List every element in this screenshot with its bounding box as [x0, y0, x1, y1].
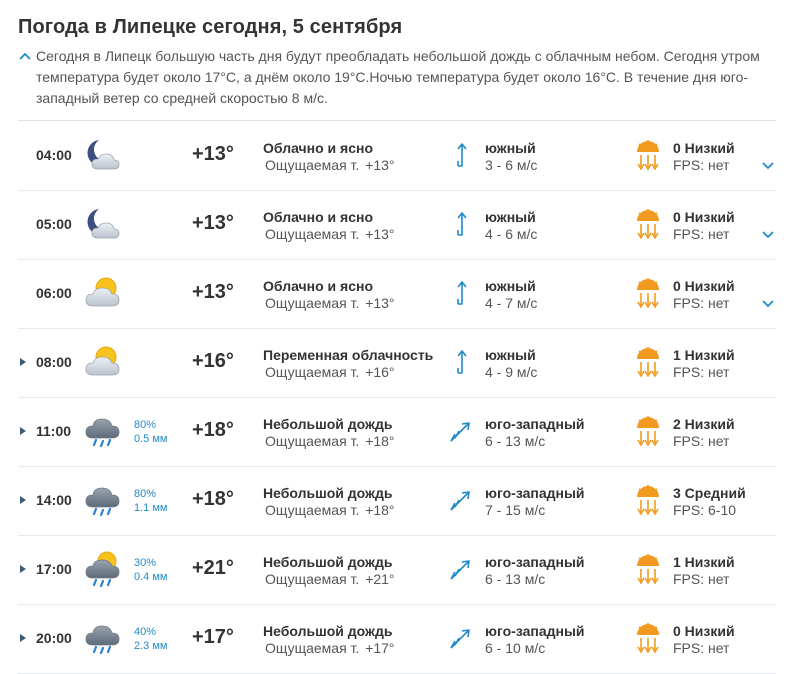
hour-time: 14:00	[36, 492, 72, 508]
wind-speed: 7 - 15 м/с	[485, 502, 546, 518]
wind-speed: 6 - 10 м/с	[485, 640, 546, 656]
uv-index: 1 Низкий	[673, 554, 735, 570]
page-title: Погода в Липецке сегодня, 5 сентября	[18, 16, 403, 38]
wind-south-icon	[448, 140, 474, 168]
hour-time: 17:00	[36, 561, 72, 577]
temperature: +18°	[192, 419, 234, 441]
wind-speed: 6 - 13 м/с	[485, 433, 546, 449]
wind-direction: юго-западный	[485, 554, 585, 570]
wind-southwest-icon	[448, 554, 474, 582]
uv-sun-icon	[634, 415, 662, 447]
expand-triangle-icon[interactable]	[18, 564, 28, 574]
feels-label: Ощущаемая т.	[265, 571, 360, 587]
wind-southwest-icon	[448, 416, 474, 444]
uv-sun-icon	[634, 553, 662, 585]
wind-south-icon	[448, 209, 474, 237]
uv-index: 1 Низкий	[673, 347, 735, 363]
feels-label: Ощущаемая т.	[265, 640, 360, 656]
uv-index: 0 Низкий	[673, 140, 735, 156]
wind-direction: южный	[485, 140, 536, 156]
feels-label: Ощущаемая т.	[265, 364, 360, 380]
hour-time: 06:00	[36, 285, 72, 301]
uv-sun-icon	[634, 139, 662, 171]
fps-value: FPS: 6-10	[673, 502, 737, 518]
expand-triangle-icon[interactable]	[18, 495, 28, 505]
feels-like	[263, 157, 395, 173]
precip-info	[134, 556, 167, 584]
feels-label: Ощущаемая т.	[265, 433, 360, 449]
feels-label: Ощущаемая т.	[265, 502, 360, 518]
feels-value: +18°	[365, 433, 395, 449]
rain-cloud-icon	[82, 480, 122, 520]
temperature: +13°	[192, 281, 234, 303]
wind-direction: юго-западный	[485, 416, 585, 432]
temperature: +21°	[192, 557, 234, 579]
hour-row[interactable]	[18, 535, 776, 605]
condition-text: Облачно и ясно	[263, 209, 374, 225]
feels-value: +18°	[365, 502, 395, 518]
wind-speed: 6 - 13 м/с	[485, 571, 546, 587]
fps-value: FPS: нет	[673, 640, 730, 656]
fps-value: FPS: нет	[673, 364, 730, 380]
expand-triangle-icon[interactable]	[18, 426, 28, 436]
uv-sun-icon	[634, 622, 662, 654]
precip-amount: 0.4 мм	[134, 571, 168, 583]
uv-index: 0 Низкий	[673, 623, 735, 639]
feels-value: +13°	[365, 226, 395, 242]
condition-text: Небольшой дождь	[263, 416, 393, 432]
precip-info	[134, 487, 167, 515]
precip-probability: 80%	[134, 419, 157, 431]
precip-probability: 80%	[134, 488, 157, 500]
hour-time: 04:00	[36, 147, 72, 163]
precip-amount: 1.1 мм	[134, 502, 168, 514]
feels-like	[263, 571, 395, 587]
feels-like	[263, 226, 395, 242]
wind-southwest-icon	[448, 485, 474, 513]
hour-time: 05:00	[36, 216, 72, 232]
rain-cloud-icon	[82, 618, 122, 658]
wind-direction: юго-западный	[485, 485, 585, 501]
hour-row[interactable]	[18, 190, 776, 260]
wind-direction: южный	[485, 209, 536, 225]
uv-index: 0 Низкий	[673, 278, 735, 294]
condition-text: Небольшой дождь	[263, 485, 393, 501]
wind-speed: 4 - 7 м/с	[485, 295, 538, 311]
hour-time: 11:00	[36, 423, 72, 439]
wind-south-icon	[448, 278, 474, 306]
fps-value: FPS: нет	[673, 226, 730, 242]
feels-label: Ощущаемая т.	[265, 157, 360, 173]
feels-like	[263, 433, 395, 449]
wind-direction: южный	[485, 347, 536, 363]
feels-like	[263, 295, 395, 311]
feels-value: +13°	[365, 157, 395, 173]
condition-text: Небольшой дождь	[263, 554, 393, 570]
expand-triangle-icon[interactable]	[18, 357, 28, 367]
precip-amount: 2.3 мм	[134, 640, 168, 652]
wind-direction: южный	[485, 278, 536, 294]
hour-row[interactable]	[18, 121, 776, 191]
wind-southwest-icon	[448, 623, 474, 651]
chevron-down-icon[interactable]	[761, 161, 775, 171]
chevron-up-icon[interactable]	[18, 50, 32, 64]
feels-like	[263, 364, 395, 380]
precip-info	[134, 625, 167, 653]
wind-speed: 4 - 9 м/с	[485, 364, 538, 380]
uv-index: 3 Средний	[673, 485, 746, 501]
rain-cloud-icon	[82, 411, 122, 451]
feels-label: Ощущаемая т.	[265, 226, 360, 242]
temperature: +17°	[192, 626, 234, 648]
moon-cloud-icon	[82, 204, 122, 244]
hour-row[interactable]	[18, 604, 776, 674]
condition-text: Облачно и ясно	[263, 140, 374, 156]
chevron-down-icon[interactable]	[761, 230, 775, 240]
fps-value: FPS: нет	[673, 157, 730, 173]
hour-row[interactable]	[18, 466, 776, 536]
hour-row[interactable]	[18, 259, 776, 329]
hour-row[interactable]	[18, 397, 776, 467]
day-summary: Сегодня в Липецк большую часть дня будут преобладать небольшой дождь с облачным небом. Сегодня утром температура будет около 17°C, а днём около 19°C.Ночью температура будет около 16°C. В течение дня юго-западный ветер со средней скоростью 8 м/с.	[36, 48, 760, 106]
hour-time: 20:00	[36, 630, 72, 646]
sun-cloud-icon	[82, 273, 122, 313]
feels-label: Ощущаемая т.	[265, 295, 360, 311]
wind-speed: 4 - 6 м/с	[485, 226, 538, 242]
temperature: +16°	[192, 350, 234, 372]
fps-value: FPS: нет	[673, 295, 730, 311]
temperature: +13°	[192, 212, 234, 234]
uv-sun-icon	[634, 277, 662, 309]
feels-value: +16°	[365, 364, 395, 380]
wind-south-icon	[448, 347, 474, 375]
precip-probability: 40%	[134, 626, 157, 638]
sun-cloud-icon	[82, 342, 122, 382]
uv-sun-icon	[634, 484, 662, 516]
feels-value: +13°	[365, 295, 395, 311]
wind-direction: юго-западный	[485, 623, 585, 639]
uv-sun-icon	[634, 208, 662, 240]
wind-speed: 3 - 6 м/с	[485, 157, 538, 173]
sun-rain-cloud-icon	[82, 549, 122, 589]
condition-text: Переменная облачность	[263, 347, 434, 363]
expand-triangle-icon[interactable]	[18, 633, 28, 643]
fps-value: FPS: нет	[673, 571, 730, 587]
condition-text: Небольшой дождь	[263, 623, 393, 639]
hour-row[interactable]	[18, 328, 776, 398]
precip-info	[134, 418, 167, 446]
uv-sun-icon	[634, 346, 662, 378]
fps-value: FPS: нет	[673, 433, 730, 449]
temperature: +18°	[192, 488, 234, 510]
precip-amount: 0.5 мм	[134, 433, 168, 445]
temperature: +13°	[192, 143, 234, 165]
feels-value: +21°	[365, 571, 395, 587]
chevron-down-icon[interactable]	[761, 299, 775, 309]
feels-like	[263, 502, 395, 518]
condition-text: Облачно и ясно	[263, 278, 374, 294]
uv-index: 2 Низкий	[673, 416, 735, 432]
feels-value: +17°	[365, 640, 395, 656]
feels-like	[263, 640, 395, 656]
hour-time: 08:00	[36, 354, 72, 370]
moon-cloud-icon	[82, 135, 122, 175]
uv-index: 0 Низкий	[673, 209, 735, 225]
precip-probability: 30%	[134, 557, 157, 569]
